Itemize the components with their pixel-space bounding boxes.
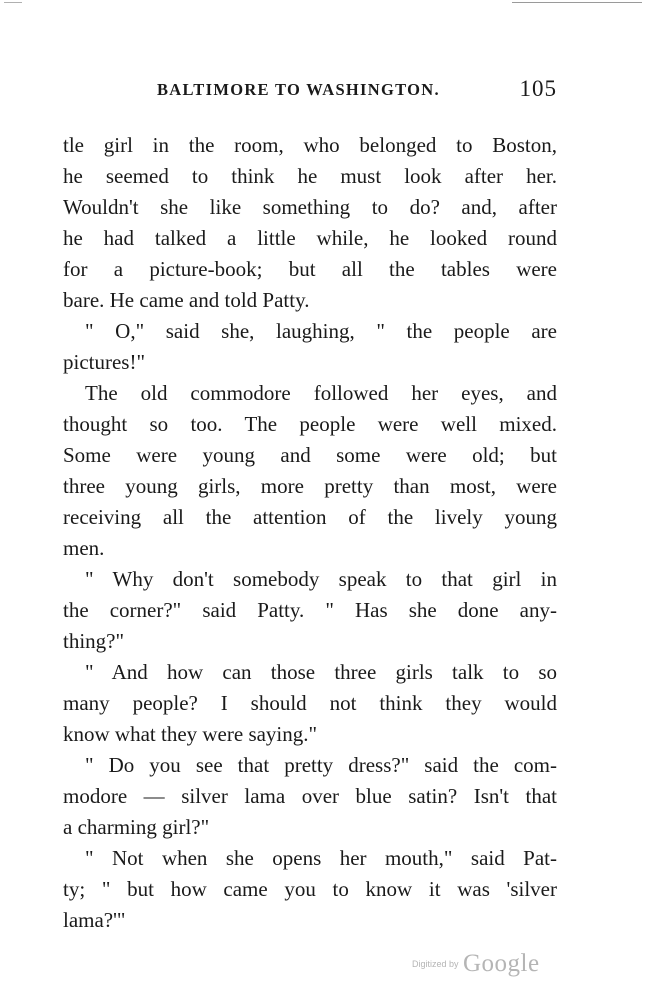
text-line: ty; " but how came you to know it was 'silver: [63, 877, 557, 901]
page-number: 105: [519, 76, 557, 101]
text-line: Wouldn't she like something to do? and, after: [63, 195, 557, 219]
text-line: " Do you see that pretty dress?" said the com-: [85, 753, 557, 777]
text-line: " And how can those three girls talk to so: [85, 660, 557, 684]
text-line: thing?": [63, 629, 125, 653]
text-line: " Not when she opens her mouth," said Pat-: [85, 846, 557, 870]
running-title: BALTIMORE TO WASHINGTON.: [157, 80, 440, 99]
text-line: Some were young and some were old; but: [63, 443, 557, 467]
text-line: modore — silver lama over blue satin? Isn't that: [63, 784, 557, 808]
text-line: pictures!": [63, 350, 146, 374]
scan-edge-mark: [4, 2, 22, 3]
text-line: a charming girl?": [63, 815, 210, 839]
watermark-prefix: Digitized by: [412, 959, 459, 969]
text-line: three young girls, more pretty than most, were: [63, 474, 557, 498]
text-line: thought so too. The people were well mixed.: [63, 412, 557, 436]
scan-edge-rule: [512, 2, 642, 3]
text-line: " O," said she, laughing, " the people are: [85, 319, 557, 343]
text-line: bare. He came and told Patty.: [63, 288, 310, 312]
text-line: lama?'": [63, 908, 126, 932]
text-line: he had talked a little while, he looked round: [63, 226, 557, 250]
digitized-watermark: [412, 950, 540, 978]
page-body: [63, 130, 557, 936]
text-line: many people? I should not think they would: [63, 691, 557, 715]
text-line: for a picture-book; but all the tables were: [63, 257, 557, 281]
text-line: tle girl in the room, who belonged to Boston,: [63, 133, 557, 157]
text-line: The old commodore followed her eyes, and: [85, 381, 557, 405]
running-header: [63, 76, 557, 104]
google-logo: Google: [462, 950, 540, 977]
text-line: the corner?" said Patty. " Has she done any-: [63, 598, 557, 622]
text-line: " Why don't somebody speak to that girl in: [85, 567, 557, 591]
text-line: know what they were saying.": [63, 722, 318, 746]
text-line: receiving all the attention of the lively young: [63, 505, 557, 529]
text-line: he seemed to think he must look after her.: [63, 164, 557, 188]
text-line: men.: [63, 536, 105, 560]
